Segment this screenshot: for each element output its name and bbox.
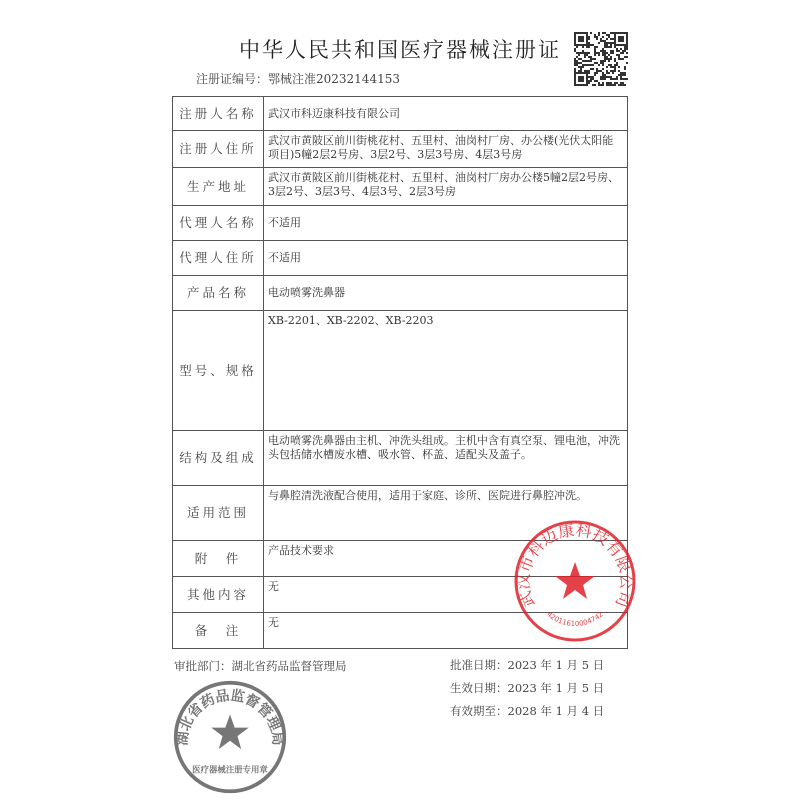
row-value: 武汉市黄陂区前川街桃花村、五里村、油岗村厂房、办公楼(光伏太阳能项目)5幢2层2号房、3层2号、3层3号房、4层3号房	[264, 131, 628, 168]
star-icon	[211, 715, 248, 750]
row-value: 与鼻腔清洗液配合使用，适用于家庭、诊所、医院进行鼻腔冲洗。	[264, 486, 628, 541]
row-value: 武汉市黄陂区前川街桃花村、五里村、油岗村厂房办公楼5幢2层2号房、3层2号、3层3号、4层3号、2层3号房	[264, 168, 628, 206]
table-row	[173, 97, 628, 131]
company-seal-text: 武汉市科迈康科技有限公司	[513, 520, 637, 611]
row-label: 适用范围	[173, 486, 264, 541]
approval-date: 批准日期：2023 年 1 月 5 日	[450, 658, 605, 672]
row-label: 代理人住所	[173, 241, 264, 276]
row-value: 不适用	[264, 241, 628, 276]
document-title: 中华人民共和国医疗器械注册证	[239, 38, 561, 62]
certificate-footer	[172, 649, 628, 789]
registration-number: 注册证编号：鄂械注准20232144153	[196, 72, 400, 86]
star-icon	[555, 562, 595, 599]
row-label: 注册人名称	[173, 97, 264, 131]
row-label: 生产地址	[173, 168, 264, 206]
row-label: 附 件	[173, 541, 264, 577]
row-label: 产品名称	[173, 276, 264, 311]
table-row	[173, 168, 628, 206]
company-seal	[512, 518, 638, 644]
gov-seal-bottom-text: 医疗器械注册专用章	[192, 764, 268, 775]
row-label: 其他内容	[173, 577, 264, 613]
table-row	[173, 131, 628, 168]
company-seal-code: 4201161000474​2	[545, 610, 605, 629]
table-row	[173, 431, 628, 486]
row-label: 型号、规格	[173, 311, 264, 431]
row-value: 武汉市科迈康科技有限公司	[264, 97, 628, 131]
row-label: 结构及组成	[173, 431, 264, 486]
expiry-date: 有效期至：2028 年 1 月 4 日	[450, 704, 605, 718]
row-value: XB-2201、XB-2202、XB-2203	[264, 311, 628, 431]
table-row	[173, 241, 628, 276]
row-value: 电动喷雾洗鼻器由主机、冲洗头组成。主机中含有真空泵、锂电池，冲洗头包括储水槽废水槽、吸水管、杯盖、适配头及盖子。	[264, 431, 628, 486]
qr-code-icon	[574, 32, 628, 86]
row-value: 无	[264, 577, 628, 613]
table-row	[173, 311, 628, 431]
row-value: 电动喷雾洗鼻器	[264, 276, 628, 311]
table-row	[173, 206, 628, 241]
row-label: 注册人住所	[173, 131, 264, 168]
effective-date: 生效日期：2023 年 1 月 5 日	[450, 681, 605, 695]
row-value: 产品技术要求	[264, 541, 628, 577]
svg-text:4201161000474​2	[545, 610, 605, 628]
gov-seal-text: 湖北省药品监督管理局	[174, 687, 286, 747]
row-value: 不适用	[264, 206, 628, 241]
table-row	[173, 276, 628, 311]
row-value: 无	[264, 613, 628, 649]
approval-department: 审批部门：湖北省药品监督管理局	[174, 659, 347, 673]
row-label: 代理人名称	[173, 206, 264, 241]
government-seal	[172, 679, 288, 795]
row-label: 备 注	[173, 613, 264, 649]
certificate-body	[172, 96, 628, 789]
